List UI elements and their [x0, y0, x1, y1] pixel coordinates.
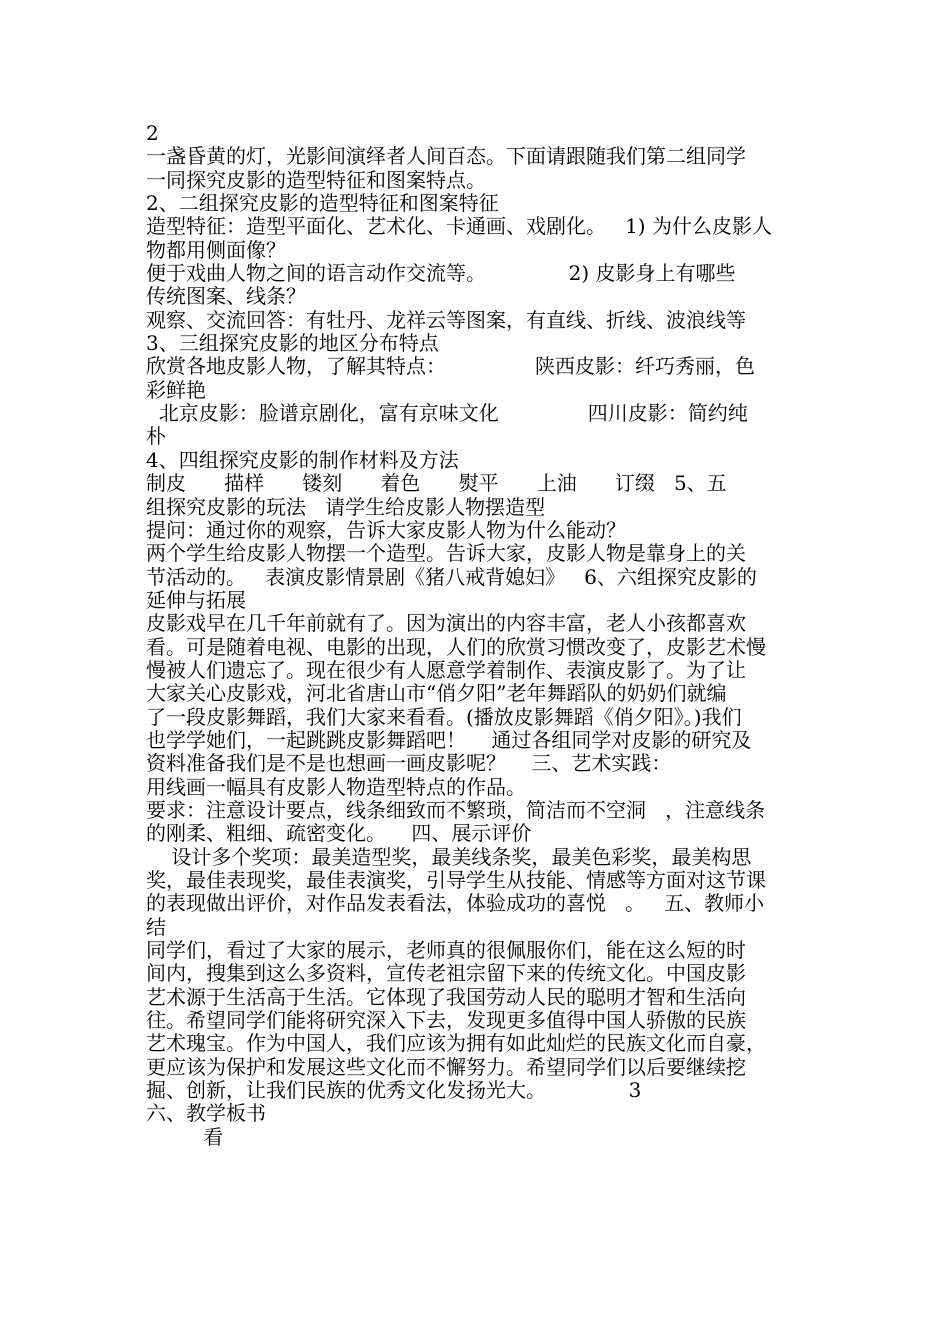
text-line: 北京皮影：脸谱京剧化，富有京味文化 四川皮影：简约纯 — [146, 401, 748, 426]
text-line: 制皮 描样 镂刻 着色 熨平 上油 订缀 5、五 — [146, 471, 727, 496]
text-line: 看 — [146, 1124, 224, 1149]
text-line: 观察、交流回答：有牡丹、龙祥云等图案，有直线、折线、波浪线等 — [146, 307, 746, 332]
text-line: 节活动的。 表演皮影情景剧《猪八戒背媳妇》 6、六组探究皮影的 — [146, 564, 757, 589]
text-line: 六、教学板书 — [146, 1101, 266, 1126]
text-line: 艺术瑰宝。作为中国人，我们应该为拥有如此灿烂的民族文化而自豪， — [146, 1031, 766, 1056]
text-line: 物都用侧面像？ — [146, 237, 286, 262]
text-line: 彩鲜艳 — [146, 377, 206, 402]
text-line: 朴 — [146, 424, 166, 449]
text-line: 更应该为保护和发展这些文化而不懈努力。希望同学们以后要继续挖 — [146, 1054, 746, 1079]
text-line: 看。可是随着电视、电影的出现，人们的欣赏习惯改变了，皮影艺术慢 — [146, 634, 766, 659]
text-line: 一盏昏黄的灯，光影间演绎者人间百态。下面请跟随我们第二组同学 — [146, 144, 746, 169]
text-line: 资料准备我们是不是也想画一画皮影呢？ 三、艺术实践： — [146, 751, 672, 776]
text-line: 提问：通过你的观察，告诉大家皮影人物为什么能动？ — [146, 517, 626, 542]
text-line: 造型特征：造型平面化、艺术化、卡通画、戏剧化。 1) 为什么皮影人 — [146, 214, 772, 239]
text-line: 慢被人们遗忘了。现在很少有人愿意学着制作、表演皮影了。为了让 — [146, 657, 746, 682]
text-line: 了一段皮影舞蹈，我们大家来看看。(播放皮影舞蹈《俏夕阳》。)我们 — [146, 704, 742, 729]
text-line: 同学们，看过了大家的展示，老师真的很佩服你们，能在这么短的时 — [146, 938, 746, 963]
text-line: 欣赏各地皮影人物，了解其特点： 陕西皮影：纤巧秀丽，色 — [146, 354, 756, 379]
text-line: 2、二组探究皮影的造型特征和图案特征 — [146, 191, 499, 216]
text-line: 设计多个奖项：最美造型奖，最美线条奖，最美色彩奖，最美构思 — [146, 844, 752, 869]
text-line: 艺术源于生活高于生活。它体现了我国劳动人民的聪明才智和生活向 — [146, 984, 746, 1009]
text-line: 3、三组探究皮影的地区分布特点 — [146, 331, 439, 356]
text-line: 要求：注意设计要点，线条细致而不繁琐，简洁而不空洞 ，注意线条 — [146, 797, 766, 822]
text-line: 2 — [146, 121, 159, 145]
text-line: 掘、创新，让我们民族的优秀文化发扬光大。 3 — [146, 1078, 642, 1103]
text-line: 的刚柔、粗细、疏密变化。 四、展示评价 — [146, 821, 532, 846]
text-line: 奖，最佳表现奖，最佳表演奖，引导学生从技能、情感等方面对这节课 — [146, 868, 766, 892]
text-line: 传统图案、线条？ — [146, 284, 306, 309]
text-line: 一同探究皮影的造型特征和图案特点。 — [146, 167, 486, 192]
text-line: 组探究皮影的玩法 请学生给皮影人物摆造型 — [146, 494, 546, 519]
text-line: 也学学她们，一起跳跳皮影舞蹈吧！ 通过各组同学对皮影的研究及 — [146, 727, 752, 752]
text-line: 用线画一幅具有皮影人物造型特点的作品。 — [146, 774, 526, 799]
text-line: 结 — [146, 914, 166, 939]
document-page — [146, 122, 814, 1149]
text-line: 便于戏曲人物之间的语言动作交流等。 2) 皮影身上有哪些 — [146, 261, 736, 286]
text-line: 大家关心皮影戏，河北省唐山市“俏夕阳”老年舞蹈队的奶奶们就编 — [146, 681, 727, 706]
text-line: 皮影戏早在几千年前就有了。因为演出的内容丰富，老人小孩都喜欢 — [146, 611, 746, 636]
text-line: 间内，搜集到这么多资料，宣传老祖宗留下来的传统文化。中国皮影 — [146, 961, 746, 986]
text-line: 的表现做出评价，对作品发表看法，体验成功的喜悦 。 五、教师小 — [146, 891, 765, 916]
text-line: 往。希望同学们能将研究深入下去，发现更多值得中国人骄傲的民族 — [146, 1008, 746, 1033]
text-line: 4、四组探究皮影的制作材料及方法 — [146, 447, 459, 472]
text-line: 延伸与拓展 — [146, 587, 246, 612]
text-line: 两个学生给皮影人物摆一个造型。告诉大家，皮影人物是靠身上的关 — [146, 541, 746, 566]
